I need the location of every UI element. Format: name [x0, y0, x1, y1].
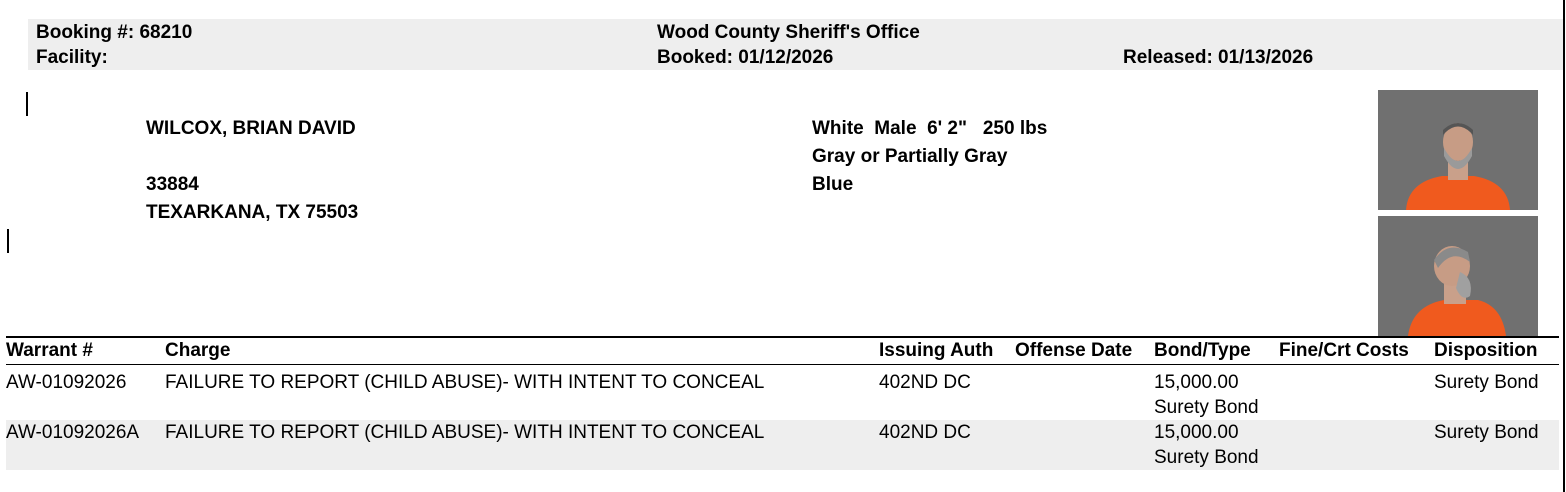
table-header-rule: [6, 364, 1559, 365]
text-cursor: [7, 229, 9, 253]
physical-description: White Male 6' 2" 250 lbs: [812, 118, 1048, 139]
text-cursor: [26, 92, 28, 116]
mugshot-profile: [1378, 216, 1538, 336]
booked-date: Booked: 01/12/2026: [657, 47, 834, 68]
warrant-number: AW-01092026: [6, 372, 127, 393]
charge-text: FAILURE TO REPORT (CHILD ABUSE)- WITH INTENT TO CONCEAL: [165, 372, 765, 393]
bond-type: Surety Bond: [1154, 397, 1259, 418]
bond-amount: 15,000.00: [1154, 422, 1239, 443]
table-row: [6, 370, 1559, 420]
booking-number: Booking #: 68210: [36, 22, 193, 43]
disposition: Surety Bond: [1434, 422, 1539, 443]
column-warrant: Warrant #: [6, 340, 93, 361]
column-disposition: Disposition: [1434, 340, 1538, 361]
page-edge: [1563, 0, 1565, 492]
inmate-city: TEXARKANA, TX 75503: [146, 202, 359, 223]
warrant-number: AW-01092026A: [6, 422, 140, 443]
inmate-id: 33884: [146, 174, 199, 195]
table-row: [6, 420, 1559, 470]
issuing-auth: 402ND DC: [879, 372, 971, 393]
column-bond-type: Bond/Type: [1154, 340, 1251, 361]
column-charge: Charge: [165, 340, 231, 361]
disposition: Surety Bond: [1434, 372, 1539, 393]
issuing-auth: 402ND DC: [879, 422, 971, 443]
charge-text: FAILURE TO REPORT (CHILD ABUSE)- WITH INTENT TO CONCEAL: [165, 422, 765, 443]
column-issuing-auth: Issuing Auth: [879, 340, 994, 361]
column-offense-date: Offense Date: [1015, 340, 1133, 361]
inmate-name: WILCOX, BRIAN DAVID: [146, 118, 356, 139]
agency-name: Wood County Sheriff's Office: [657, 22, 920, 43]
bond-amount: 15,000.00: [1154, 372, 1239, 393]
released-date: Released: 01/13/2026: [1123, 47, 1314, 68]
hair-color: Gray or Partially Gray: [812, 146, 1008, 167]
mugshot-front: [1378, 90, 1538, 210]
bond-type: Surety Bond: [1154, 447, 1259, 468]
facility-label: Facility:: [36, 47, 108, 68]
eye-color: Blue: [812, 174, 854, 195]
column-fine-costs: Fine/Crt Costs: [1279, 340, 1409, 361]
